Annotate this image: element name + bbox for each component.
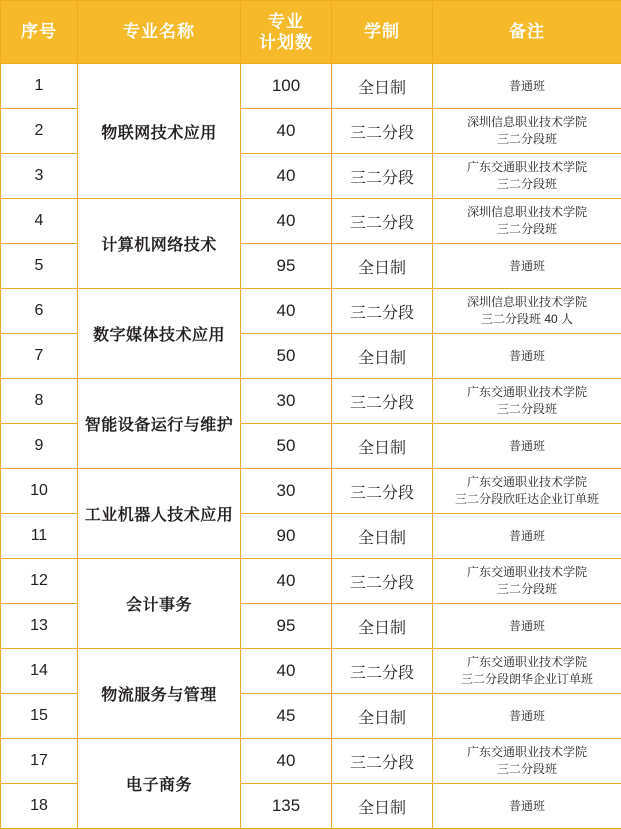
cell-note (433, 514, 621, 559)
cell-note (433, 64, 621, 109)
cell-system: 全日制 (332, 244, 433, 289)
note-line-1: 普通班 (433, 348, 621, 365)
cell-system: 三二分段 (332, 739, 433, 784)
cell-seq: 2 (1, 109, 78, 154)
cell-system: 全日制 (332, 604, 433, 649)
cell-system: 全日制 (332, 514, 433, 559)
note-line-1: 广东交通职业技术学院 (433, 474, 621, 491)
column-header-seq: 序号 (1, 1, 78, 64)
cell-system: 三二分段 (332, 649, 433, 694)
table-row (1, 469, 621, 514)
note-line-1: 普通班 (433, 618, 621, 635)
note-line-1: 普通班 (433, 78, 621, 95)
cell-seq: 8 (1, 379, 78, 424)
cell-seq: 14 (1, 649, 78, 694)
table-row (1, 289, 621, 334)
table-row (1, 649, 621, 694)
cell-system: 三二分段 (332, 199, 433, 244)
note-line-2: 三二分段班 (433, 176, 621, 193)
cell-plan-count: 95 (241, 244, 332, 289)
cell-plan-count: 40 (241, 739, 332, 784)
cell-major: 电子商务 (78, 739, 241, 829)
cell-seq: 11 (1, 514, 78, 559)
cell-seq: 6 (1, 289, 78, 334)
cell-note (433, 154, 621, 199)
cell-plan-count: 40 (241, 109, 332, 154)
cell-plan-count: 100 (241, 64, 332, 109)
note-line-1: 广东交通职业技术学院 (433, 564, 621, 581)
table-row (1, 64, 621, 109)
cell-major: 计算机网络技术 (78, 199, 241, 289)
cell-plan-count: 30 (241, 379, 332, 424)
cell-plan-count: 135 (241, 784, 332, 829)
cell-plan-count: 40 (241, 199, 332, 244)
cell-plan-count: 50 (241, 334, 332, 379)
cell-seq: 3 (1, 154, 78, 199)
cell-major: 物联网技术应用 (78, 64, 241, 199)
cell-system: 全日制 (332, 694, 433, 739)
cell-seq: 7 (1, 334, 78, 379)
note-line-1: 普通班 (433, 438, 621, 455)
note-line-1: 广东交通职业技术学院 (433, 654, 621, 671)
cell-plan-count: 45 (241, 694, 332, 739)
cell-system: 三二分段 (332, 154, 433, 199)
cell-system: 全日制 (332, 64, 433, 109)
column-header-plan-line1: 专业 (241, 11, 331, 32)
table-header-row (1, 1, 621, 64)
cell-major: 数字媒体技术应用 (78, 289, 241, 379)
cell-seq: 10 (1, 469, 78, 514)
cell-seq: 17 (1, 739, 78, 784)
note-line-1: 深圳信息职业技术学院 (433, 204, 621, 221)
cell-note (433, 559, 621, 604)
cell-system: 三二分段 (332, 559, 433, 604)
cell-seq: 4 (1, 199, 78, 244)
cell-system: 三二分段 (332, 109, 433, 154)
note-line-2: 三二分段班 (433, 401, 621, 418)
note-line-2: 三二分段班 (433, 581, 621, 598)
cell-note (433, 694, 621, 739)
cell-note (433, 469, 621, 514)
column-header-major: 专业名称 (78, 1, 241, 64)
note-line-1: 普通班 (433, 798, 621, 815)
note-line-1: 普通班 (433, 708, 621, 725)
note-line-2: 三二分段班 (433, 221, 621, 238)
table-row (1, 739, 621, 784)
cell-plan-count: 40 (241, 154, 332, 199)
cell-system: 三二分段 (332, 379, 433, 424)
cell-note (433, 739, 621, 784)
cell-plan-count: 90 (241, 514, 332, 559)
note-line-2: 三二分段班 (433, 761, 621, 778)
cell-plan-count: 50 (241, 424, 332, 469)
cell-major: 工业机器人技术应用 (78, 469, 241, 559)
cell-seq: 15 (1, 694, 78, 739)
cell-note (433, 424, 621, 469)
cell-seq: 9 (1, 424, 78, 469)
cell-plan-count: 30 (241, 469, 332, 514)
cell-seq: 13 (1, 604, 78, 649)
cell-system: 全日制 (332, 334, 433, 379)
cell-major: 智能设备运行与维护 (78, 379, 241, 469)
note-line-2: 三二分段班 40 人 (433, 311, 621, 328)
table-row (1, 559, 621, 604)
cell-note (433, 784, 621, 829)
note-line-2: 三二分段朗华企业订单班 (433, 671, 621, 688)
cell-plan-count: 95 (241, 604, 332, 649)
cell-seq: 5 (1, 244, 78, 289)
cell-note (433, 334, 621, 379)
note-line-2: 三二分段班 (433, 131, 621, 148)
cell-system: 全日制 (332, 424, 433, 469)
cell-plan-count: 40 (241, 289, 332, 334)
cell-note (433, 289, 621, 334)
cell-note (433, 649, 621, 694)
note-line-1: 广东交通职业技术学院 (433, 384, 621, 401)
table-row (1, 199, 621, 244)
column-header-plan-line2: 计划数 (241, 32, 331, 53)
note-line-1: 普通班 (433, 528, 621, 545)
cell-note (433, 199, 621, 244)
note-line-1: 普通班 (433, 258, 621, 275)
note-line-1: 广东交通职业技术学院 (433, 744, 621, 761)
cell-note (433, 604, 621, 649)
cell-seq: 18 (1, 784, 78, 829)
note-line-2: 三二分段欣旺达企业订单班 (433, 491, 621, 508)
cell-note (433, 379, 621, 424)
cell-plan-count: 40 (241, 649, 332, 694)
cell-seq: 12 (1, 559, 78, 604)
note-line-1: 广东交通职业技术学院 (433, 159, 621, 176)
table-body (1, 64, 621, 829)
cell-system: 三二分段 (332, 289, 433, 334)
cell-system: 三二分段 (332, 469, 433, 514)
column-header-system: 学制 (332, 1, 433, 64)
cell-major: 物流服务与管理 (78, 649, 241, 739)
column-header-plan (241, 1, 332, 64)
column-header-note: 备注 (433, 1, 621, 64)
table-row (1, 379, 621, 424)
table-header (1, 1, 621, 64)
cell-note (433, 244, 621, 289)
note-line-1: 深圳信息职业技术学院 (433, 294, 621, 311)
note-line-1: 深圳信息职业技术学院 (433, 114, 621, 131)
cell-plan-count: 40 (241, 559, 332, 604)
cell-note (433, 109, 621, 154)
cell-system: 全日制 (332, 784, 433, 829)
cell-major: 会计事务 (78, 559, 241, 649)
cell-seq: 1 (1, 64, 78, 109)
